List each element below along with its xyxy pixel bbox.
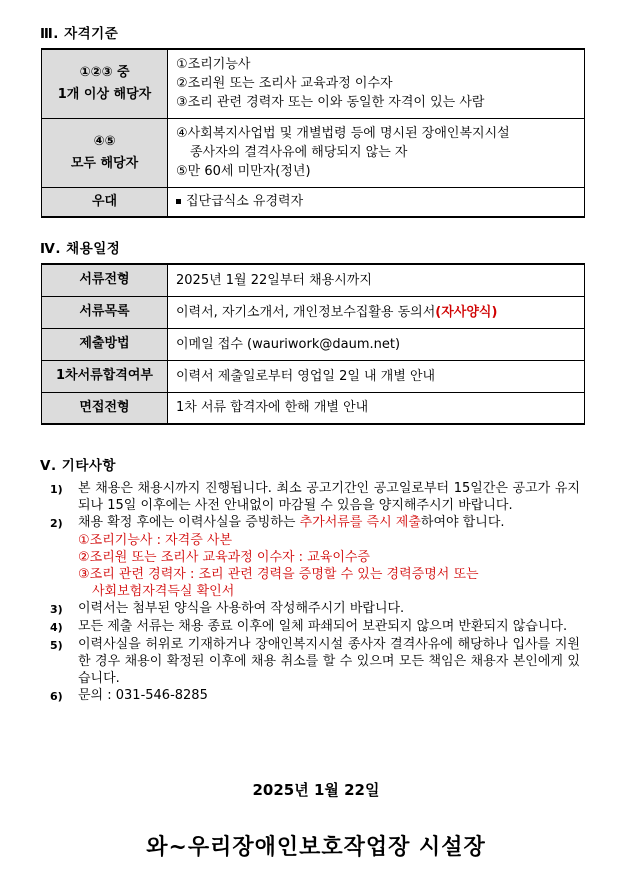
list-item [50,480,580,514]
note-text: 문의 : 031-546-8285 [78,688,208,703]
section-title-qualification: Ⅲ. 자격기준 [40,26,119,42]
table-header-cell: 면접전형 [42,392,168,424]
table-cell: 2025년 1월 22일부터 채용시까지 [168,264,585,296]
note-text: 본 채용은 채용시까지 진행됩니다. 최소 공고기간인 공고일로부터 15일간은 공고가 유지되나 15일 이후에는 사전 안내없이 마감될 수 있음을 양지해주시기 바랍니다. [78,481,580,513]
qualification-item: ③조리 관련 경력자 또는 이와 동일한 자격이 있는 사람 [176,95,485,111]
note-number: 6) [50,690,63,703]
document-list: 이력서, 자기소개서, 개인정보수집활용 동의서 [176,304,436,320]
table-header-cell: 1차서류합격여부 [42,360,168,392]
schedule-table [41,263,585,425]
required-doc-item: 사회보험자격득실 확인서 [92,584,235,599]
qualification-table [41,48,585,218]
table-cell: 1차 서류 합격자에 한해 개별 안내 [168,392,585,424]
list-item [50,514,580,532]
table-cell: 이력서 제출일로부터 영업일 2일 내 개별 안내 [168,360,585,392]
required-doc-item: ①조리기능사 : 자격증 사본 [78,533,233,548]
note-text: 모든 제출 서류는 채용 종료 이후에 일체 파쇄되어 보관되지 않으며 반환되지 않습니다. [78,619,568,634]
note-number: 3) [50,603,63,616]
qualification-item: ④사회복지사업법 및 개별법령 등에 명시된 장애인복지시설 [176,126,510,141]
section-title-schedule: Ⅳ. 채용일정 [40,241,121,257]
header-line: ①②③ 중 [79,64,130,80]
company-form-note: (자사양식) [435,304,498,320]
square-bullet-icon [176,199,181,204]
qualification-item: ①조리기능사 [176,57,251,73]
organization-signature: 와~우리장애인보호작업장 시설장 [146,834,486,860]
table-row [42,328,585,360]
table-row [42,49,585,118]
table-row [42,360,585,392]
table-row [42,187,585,217]
note-number: 1) [50,483,63,496]
list-item [50,636,580,687]
notes-list [50,480,580,705]
list-item [50,600,580,618]
table-cell [168,187,585,217]
note-text: 이력서는 첨부된 양식을 사용하여 작성해주시기 바랍니다. [78,601,405,616]
table-cell [168,296,585,328]
announcement-date: 2025년 1월 22일 [252,781,380,799]
required-doc-item: ③조리 관련 경력자 : 조리 관련 경력을 증명할 수 있는 경력증명서 또는 [78,567,479,582]
list-item [50,687,580,705]
qualification-item: ⑤만 60세 미만자(정년) [176,164,311,179]
note-number: 5) [50,639,63,652]
note-text-part: 하여야 합니다. [420,515,505,530]
table-row [42,392,585,424]
note-highlight: 추가서류를 즉시 제출 [299,515,421,530]
table-header-cell: 서류전형 [42,264,168,296]
table-header-cell: 우대 [42,187,168,217]
list-item [50,618,580,636]
note-text-part: 채용 확정 후에는 이력사실을 증빙하는 [78,515,300,530]
header-line: 모두 해당자 [70,155,139,171]
note-number: 2) [50,517,63,530]
required-doc-item: ②조리원 또는 조리사 교육과정 이수자 : 교육이수증 [78,550,370,565]
table-header-cell [42,118,168,187]
note-number: 4) [50,621,63,634]
table-row [42,264,585,296]
table-header-cell [42,49,168,118]
note-text [78,514,580,532]
table-header-cell: 제출방법 [42,328,168,360]
table-header-cell: 서류목록 [42,296,168,328]
table-cell: 이메일 접수 (wauriwork@daum.net) [168,328,585,360]
qualification-item: ②조리원 또는 조리사 교육과정 이수자 [176,76,393,92]
table-row [42,296,585,328]
table-row [42,118,585,187]
section-title-notes: Ⅴ. 기타사항 [40,458,116,474]
qualification-item: 종사자의 결격사유에 해당되지 않는 자 [190,145,408,160]
preference-item: 집단급식소 유경력자 [186,194,304,210]
note-text: 이력사실을 허위로 기재하거나 장애인복지시설 종사자 결격사유에 해당하나 입사를 지원한 경우 채용이 확정된 이후에 채용 취소를 할 수 있으며 모든 책임은 채용자 본인에게 있습니다. [78,637,580,686]
header-line: 1개 이상 해당자 [57,86,152,102]
header-line: ④⑤ [93,133,116,149]
table-cell [168,49,585,118]
table-cell [168,118,585,187]
